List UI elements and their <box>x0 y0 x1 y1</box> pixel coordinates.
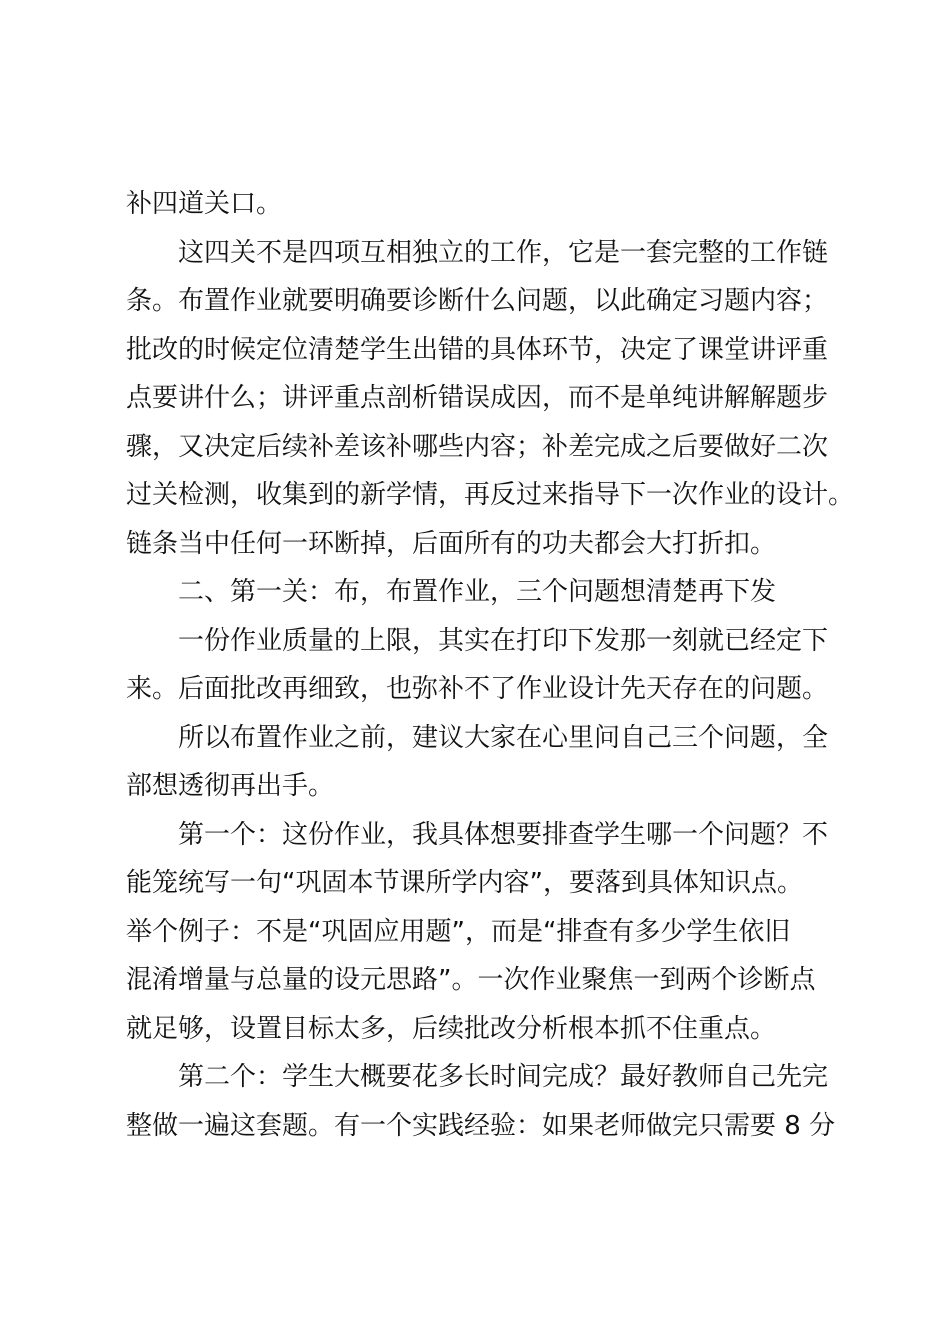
text-line: 一份作业质量的上限，其实在打印下发那一刻就已经定下 <box>178 625 829 656</box>
text-line: 部想透彻再出手。 <box>126 771 335 801</box>
text-line: 第一个：这份作业，我具体想要排查学生哪一个问题？不 <box>178 819 829 850</box>
text-line: 补四道关口。 <box>126 189 283 219</box>
text-line: 混淆增量与总量的设元思路”。一次作业聚焦一到两个诊断点 <box>126 965 816 995</box>
text-line: 过关检测，收集到的新学情，再反过来指导下一次作业的设计。 <box>126 480 855 510</box>
text-line: 点要讲什么；讲评重点剖析错误成因，而不是单纯讲解解题步 <box>126 383 829 413</box>
text-line: 就足够，设置目标太多，后续批改分析根本抓不住重点。 <box>126 1013 777 1044</box>
text-line: 骤，又决定后续补差该补哪些内容；补差完成之后要做好二次 <box>126 431 829 462</box>
text-line: 链条当中任何一环断掉，后面所有的功夫都会大打折扣。 <box>126 528 777 559</box>
text-line: 来。后面批改再细致，也弥补不了作业设计先天存在的问题。 <box>126 674 829 704</box>
text-line: 能笼统写一句“巩固本节课所学内容”，要落到具体知识点。 <box>126 868 803 898</box>
text-line: 举个例子：不是“巩固应用题”，而是“排查有多少学生依旧 <box>126 916 791 947</box>
text-line: 第二个：学生大概要花多长时间完成？最好教师自己先完 <box>178 1062 829 1092</box>
text-line: 条。布置作业就要明确要诊断什么问题，以此确定习题内容； <box>126 286 829 316</box>
text-line: 所以布置作业之前，建议大家在心里问自己三个问题，全 <box>178 722 829 753</box>
text-line: 二、第一关：布，布置作业，三个问题想清楚再下发 <box>178 577 777 607</box>
text-line: 批改的时候定位清楚学生出错的具体环节，决定了课堂讲评重 <box>126 334 829 365</box>
text-line: 整做一遍这套题。有一个实践经验：如果老师做完只需要 8 分 <box>126 1110 836 1141</box>
text-line: 这四关不是四项互相独立的工作，它是一套完整的工作链 <box>178 237 829 268</box>
document-body <box>126 180 855 1150</box>
